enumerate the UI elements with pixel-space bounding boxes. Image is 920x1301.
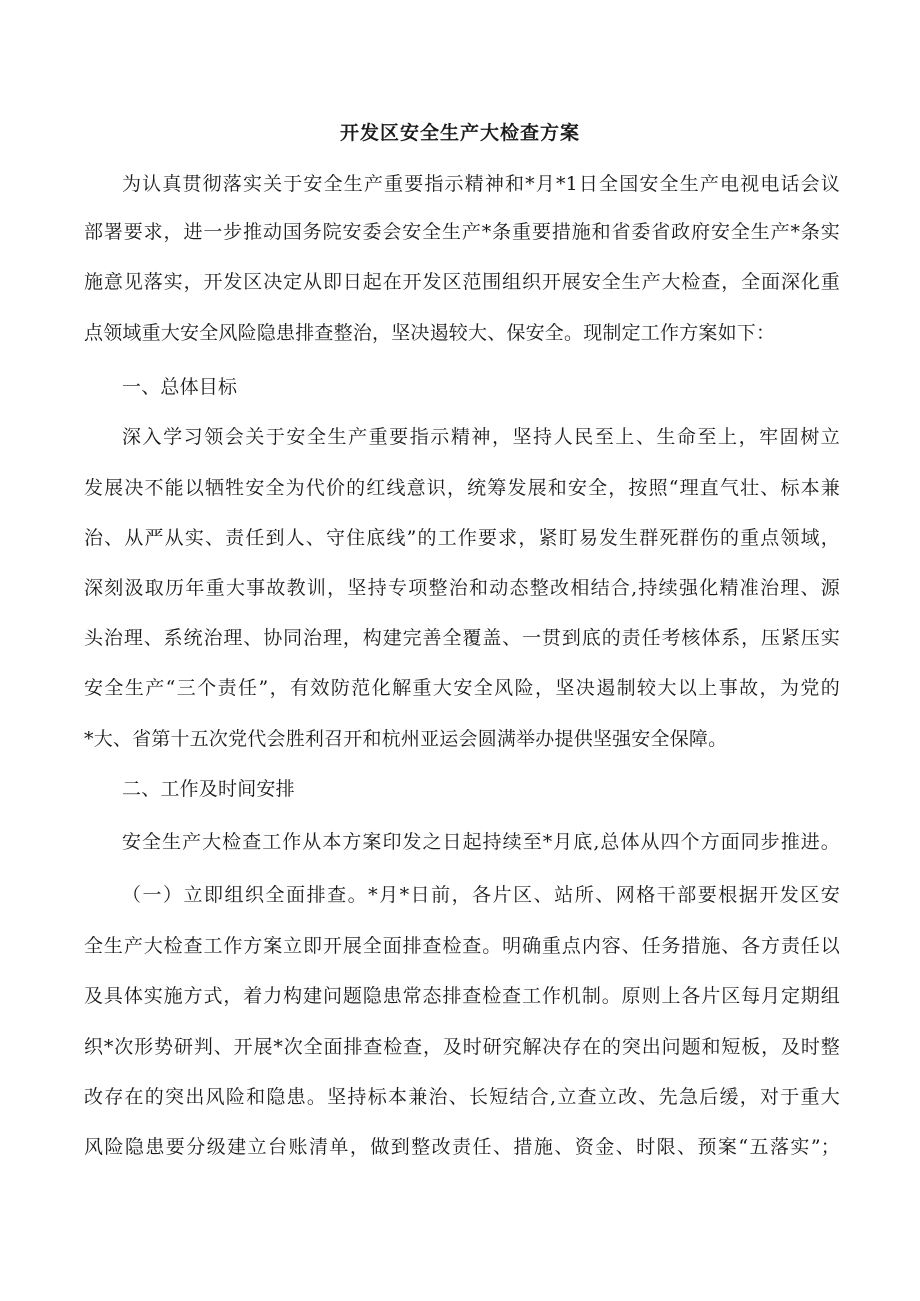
subsection-line: 全生产大检查工作方案立即开展全面排查检查。明确重点内容、任务措施、各方责任以 bbox=[84, 935, 840, 957]
subsection-line: 改存在的突出风险和隐患。坚持标本兼治、长短结合,立查立改、先急后缓，对于重大 bbox=[84, 1086, 840, 1108]
subsection-line: 织*次形势研判、开展*次全面排查检查，及时研究解决存在的突出问题和短板，及时整 bbox=[84, 1036, 840, 1058]
section-heading-schedule: 二、工作及时间安排 bbox=[122, 778, 295, 800]
intro-line: 施意见落实，开发区决定从即日起在开发区范围组织开展安全生产大检查，全面深化重 bbox=[84, 271, 840, 293]
body-line: 安全生产大检查工作从本方案印发之日起持续至*月底,总体从四个方面同步推进。 bbox=[122, 831, 840, 853]
subsection-line: 及具体实施方式，着力构建问题隐患常态排查检查工作机制。原则上各片区每月定期组 bbox=[84, 985, 840, 1007]
intro-line: 点领域重大安全风险隐患排查整治，坚决遏较大、保安全。现制定工作方案如下： bbox=[84, 322, 776, 344]
body-line: 头治理、系统治理、协同治理，构建完善全覆盖、一贯到底的责任考核体系，压紧压实 bbox=[84, 627, 840, 649]
document-title: 开发区安全生产大检查方案 bbox=[339, 122, 580, 144]
body-line: 发展决不能以牺牲安全为代价的红线意识，统筹发展和安全，按照“理直气壮、标本兼 bbox=[84, 477, 840, 499]
body-line: 治、从严从实、责任到人、守住底线”的工作要求，紧盯易发生群死群伤的重点领域， bbox=[84, 527, 840, 549]
body-line: 深刻汲取历年重大事故教训，坚持专项整治和动态整改相结合,持续强化精准治理、源 bbox=[84, 577, 840, 599]
intro-line: 为认真贯彻落实关于安全生产重要指示精神和*月*1日全国安全生产电视电话会议 bbox=[122, 173, 840, 195]
intro-line: 部署要求，进一步推动国务院安委会安全生产*条重要措施和省委省政府安全生产*条实 bbox=[84, 221, 840, 243]
body-line: *大、省第十五次党代会胜利召开和杭州亚运会圆满举办提供坚强安全保障。 bbox=[84, 728, 728, 750]
body-line: 深入学习领会关于安全生产重要指示精神，坚持人民至上、生命至上，牢固树立 bbox=[122, 426, 840, 448]
subsection-line: 风险隐患要分级建立台账清单，做到整改责任、措施、资金、时限、预案“五落实”； bbox=[84, 1136, 840, 1158]
section-heading-goals: 一、总体目标 bbox=[122, 376, 238, 398]
subsection-line: （一）立即组织全面排查。*月*日前，各片区、站所、网格干部要根据开发区安 bbox=[122, 884, 840, 906]
body-line: 安全生产“三个责任”，有效防范化解重大安全风险，坚决遏制较大以上事故，为党的 bbox=[84, 677, 840, 699]
